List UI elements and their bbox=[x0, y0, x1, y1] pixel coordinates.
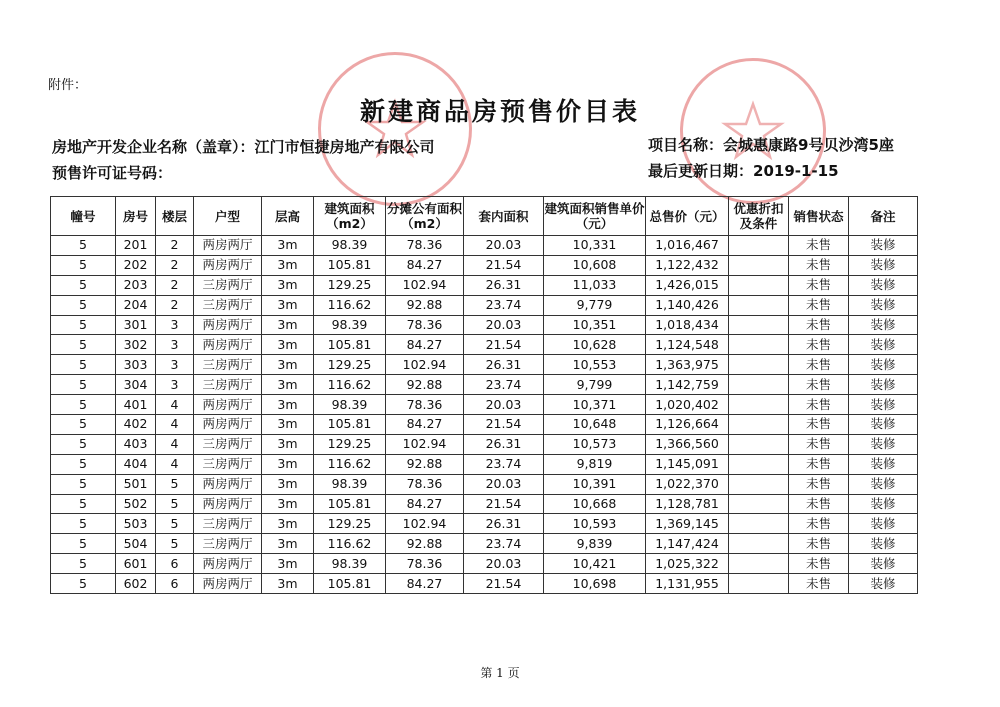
cell-floor: 5 bbox=[156, 514, 194, 534]
cell-building: 5 bbox=[51, 335, 116, 355]
cell-shared-area: 84.27 bbox=[386, 415, 464, 435]
cell-layout: 两房两厅 bbox=[194, 554, 262, 574]
cell-remark: 装修 bbox=[849, 514, 918, 534]
table-row bbox=[51, 315, 918, 335]
cell-shared-area: 102.94 bbox=[386, 275, 464, 295]
cell-status: 未售 bbox=[789, 375, 849, 395]
cell-gross-area: 116.62 bbox=[314, 534, 386, 554]
cell-total-price: 1,124,548 bbox=[646, 335, 729, 355]
cell-remark: 装修 bbox=[849, 454, 918, 474]
table-row bbox=[51, 474, 918, 494]
company-seal-stamp bbox=[318, 52, 472, 206]
cell-room: 303 bbox=[116, 355, 156, 375]
cell-discount bbox=[729, 255, 789, 275]
table-row bbox=[51, 255, 918, 275]
cell-unit-price: 10,698 bbox=[544, 574, 646, 594]
cell-status: 未售 bbox=[789, 355, 849, 375]
cell-layout: 两房两厅 bbox=[194, 395, 262, 415]
annex-label: 附件： bbox=[48, 78, 88, 93]
cell-height: 3m bbox=[262, 434, 314, 454]
header-building: 幢号 bbox=[51, 197, 116, 236]
cell-floor: 3 bbox=[156, 335, 194, 355]
cell-inner-area: 21.54 bbox=[464, 494, 544, 514]
cell-remark: 装修 bbox=[849, 434, 918, 454]
cell-remark: 装修 bbox=[849, 395, 918, 415]
cell-total-price: 1,140,426 bbox=[646, 295, 729, 315]
cell-discount bbox=[729, 275, 789, 295]
cell-discount bbox=[729, 434, 789, 454]
cell-total-price: 1,145,091 bbox=[646, 454, 729, 474]
cell-height: 3m bbox=[262, 474, 314, 494]
table-row bbox=[51, 514, 918, 534]
cell-floor: 5 bbox=[156, 494, 194, 514]
cell-floor: 2 bbox=[156, 255, 194, 275]
cell-total-price: 1,025,322 bbox=[646, 554, 729, 574]
cell-status: 未售 bbox=[789, 514, 849, 534]
table-row bbox=[51, 554, 918, 574]
cell-height: 3m bbox=[262, 574, 314, 594]
cell-room: 602 bbox=[116, 574, 156, 594]
cell-unit-price: 10,391 bbox=[544, 474, 646, 494]
cell-layout: 两房两厅 bbox=[194, 236, 262, 256]
cell-layout: 三房两厅 bbox=[194, 375, 262, 395]
cell-status: 未售 bbox=[789, 236, 849, 256]
cell-room: 204 bbox=[116, 295, 156, 315]
cell-discount bbox=[729, 375, 789, 395]
cell-status: 未售 bbox=[789, 534, 849, 554]
cell-room: 402 bbox=[116, 415, 156, 435]
cell-status: 未售 bbox=[789, 315, 849, 335]
cell-layout: 三房两厅 bbox=[194, 434, 262, 454]
cell-layout: 两房两厅 bbox=[194, 335, 262, 355]
cell-unit-price: 10,331 bbox=[544, 236, 646, 256]
cell-inner-area: 23.74 bbox=[464, 375, 544, 395]
cell-floor: 3 bbox=[156, 375, 194, 395]
cell-building: 5 bbox=[51, 554, 116, 574]
cell-discount bbox=[729, 494, 789, 514]
cell-height: 3m bbox=[262, 295, 314, 315]
cell-shared-area: 84.27 bbox=[386, 494, 464, 514]
cell-height: 3m bbox=[262, 494, 314, 514]
cell-unit-price: 10,648 bbox=[544, 415, 646, 435]
cell-unit-price: 9,779 bbox=[544, 295, 646, 315]
cell-discount bbox=[729, 415, 789, 435]
cell-inner-area: 20.03 bbox=[464, 395, 544, 415]
cell-shared-area: 92.88 bbox=[386, 534, 464, 554]
cell-discount bbox=[729, 335, 789, 355]
cell-shared-area: 78.36 bbox=[386, 395, 464, 415]
cell-building: 5 bbox=[51, 454, 116, 474]
header-layout: 户型 bbox=[194, 197, 262, 236]
cell-room: 403 bbox=[116, 434, 156, 454]
cell-shared-area: 84.27 bbox=[386, 255, 464, 275]
cell-unit-price: 10,573 bbox=[544, 434, 646, 454]
cell-unit-price: 10,593 bbox=[544, 514, 646, 534]
cell-building: 5 bbox=[51, 415, 116, 435]
cell-shared-area: 102.94 bbox=[386, 514, 464, 534]
cell-height: 3m bbox=[262, 375, 314, 395]
cell-shared-area: 78.36 bbox=[386, 554, 464, 574]
cell-total-price: 1,366,560 bbox=[646, 434, 729, 454]
cell-shared-area: 92.88 bbox=[386, 454, 464, 474]
table-row bbox=[51, 275, 918, 295]
cell-shared-area: 102.94 bbox=[386, 434, 464, 454]
cell-discount bbox=[729, 534, 789, 554]
cell-gross-area: 98.39 bbox=[314, 474, 386, 494]
cell-total-price: 1,022,370 bbox=[646, 474, 729, 494]
cell-unit-price: 10,608 bbox=[544, 255, 646, 275]
updated-value: 2019-1-15 bbox=[753, 162, 839, 180]
cell-floor: 4 bbox=[156, 415, 194, 435]
cell-building: 5 bbox=[51, 275, 116, 295]
table-row bbox=[51, 494, 918, 514]
cell-building: 5 bbox=[51, 236, 116, 256]
cell-building: 5 bbox=[51, 255, 116, 275]
cell-total-price: 1,363,975 bbox=[646, 355, 729, 375]
header-room: 房号 bbox=[116, 197, 156, 236]
cell-status: 未售 bbox=[789, 275, 849, 295]
cell-remark: 装修 bbox=[849, 255, 918, 275]
cell-shared-area: 84.27 bbox=[386, 335, 464, 355]
cell-floor: 3 bbox=[156, 355, 194, 375]
cell-height: 3m bbox=[262, 355, 314, 375]
cell-discount bbox=[729, 236, 789, 256]
cell-building: 5 bbox=[51, 574, 116, 594]
updated-label: 最后更新日期： bbox=[648, 162, 754, 180]
cell-height: 3m bbox=[262, 255, 314, 275]
cell-inner-area: 21.54 bbox=[464, 255, 544, 275]
cell-status: 未售 bbox=[789, 454, 849, 474]
project-value: 会城惠康路9号贝沙湾5座 bbox=[723, 136, 894, 154]
cell-layout: 三房两厅 bbox=[194, 534, 262, 554]
cell-inner-area: 23.74 bbox=[464, 534, 544, 554]
cell-layout: 两房两厅 bbox=[194, 474, 262, 494]
table-row bbox=[51, 335, 918, 355]
page-number: 第 1 页 bbox=[480, 666, 520, 680]
cell-inner-area: 20.03 bbox=[464, 474, 544, 494]
cell-layout: 两房两厅 bbox=[194, 255, 262, 275]
cell-room: 301 bbox=[116, 315, 156, 335]
developer-line bbox=[52, 136, 435, 157]
cell-layout: 两房两厅 bbox=[194, 574, 262, 594]
table-row bbox=[51, 434, 918, 454]
cell-unit-price: 9,839 bbox=[544, 534, 646, 554]
project-line bbox=[648, 134, 894, 155]
cell-building: 5 bbox=[51, 355, 116, 375]
table-row bbox=[51, 395, 918, 415]
cell-total-price: 1,016,467 bbox=[646, 236, 729, 256]
cell-discount bbox=[729, 454, 789, 474]
cell-room: 203 bbox=[116, 275, 156, 295]
cell-discount bbox=[729, 554, 789, 574]
cell-layout: 三房两厅 bbox=[194, 295, 262, 315]
cell-building: 5 bbox=[51, 375, 116, 395]
cell-remark: 装修 bbox=[849, 474, 918, 494]
cell-room: 201 bbox=[116, 236, 156, 256]
header-discount: 优惠折扣及条件 bbox=[729, 197, 789, 236]
developer-label: 房地产开发企业名称（盖章）： bbox=[52, 138, 255, 156]
table-row bbox=[51, 574, 918, 594]
cell-building: 5 bbox=[51, 534, 116, 554]
cell-status: 未售 bbox=[789, 474, 849, 494]
cell-gross-area: 98.39 bbox=[314, 395, 386, 415]
cell-gross-area: 105.81 bbox=[314, 494, 386, 514]
permit-line bbox=[52, 162, 172, 183]
cell-total-price: 1,122,432 bbox=[646, 255, 729, 275]
cell-remark: 装修 bbox=[849, 355, 918, 375]
cell-inner-area: 20.03 bbox=[464, 315, 544, 335]
cell-room: 302 bbox=[116, 335, 156, 355]
cell-unit-price: 10,668 bbox=[544, 494, 646, 514]
cell-remark: 装修 bbox=[849, 375, 918, 395]
cell-inner-area: 26.31 bbox=[464, 355, 544, 375]
table-row bbox=[51, 415, 918, 435]
cell-discount bbox=[729, 315, 789, 335]
cell-remark: 装修 bbox=[849, 275, 918, 295]
cell-gross-area: 105.81 bbox=[314, 415, 386, 435]
cell-layout: 两房两厅 bbox=[194, 494, 262, 514]
cell-gross-area: 116.62 bbox=[314, 375, 386, 395]
cell-total-price: 1,020,402 bbox=[646, 395, 729, 415]
cell-status: 未售 bbox=[789, 395, 849, 415]
cell-room: 502 bbox=[116, 494, 156, 514]
header-inner-area: 套内面积 bbox=[464, 197, 544, 236]
cell-gross-area: 105.81 bbox=[314, 335, 386, 355]
cell-remark: 装修 bbox=[849, 574, 918, 594]
cell-remark: 装修 bbox=[849, 534, 918, 554]
cell-gross-area: 129.25 bbox=[314, 514, 386, 534]
table-row bbox=[51, 375, 918, 395]
cell-inner-area: 21.54 bbox=[464, 574, 544, 594]
cell-unit-price: 10,371 bbox=[544, 395, 646, 415]
cell-status: 未售 bbox=[789, 574, 849, 594]
cell-height: 3m bbox=[262, 454, 314, 474]
cell-inner-area: 23.74 bbox=[464, 295, 544, 315]
cell-unit-price: 9,799 bbox=[544, 375, 646, 395]
cell-discount bbox=[729, 474, 789, 494]
cell-gross-area: 129.25 bbox=[314, 355, 386, 375]
cell-gross-area: 105.81 bbox=[314, 574, 386, 594]
cell-discount bbox=[729, 355, 789, 375]
cell-height: 3m bbox=[262, 236, 314, 256]
developer-value: 江门市恒捷房地产有限公司 bbox=[254, 138, 435, 156]
cell-building: 5 bbox=[51, 514, 116, 534]
cell-floor: 4 bbox=[156, 434, 194, 454]
cell-floor: 2 bbox=[156, 295, 194, 315]
cell-building: 5 bbox=[51, 494, 116, 514]
cell-status: 未售 bbox=[789, 255, 849, 275]
cell-status: 未售 bbox=[789, 554, 849, 574]
cell-total-price: 1,018,434 bbox=[646, 315, 729, 335]
cell-room: 501 bbox=[116, 474, 156, 494]
cell-total-price: 1,131,955 bbox=[646, 574, 729, 594]
cell-shared-area: 84.27 bbox=[386, 574, 464, 594]
cell-building: 5 bbox=[51, 295, 116, 315]
cell-height: 3m bbox=[262, 514, 314, 534]
cell-remark: 装修 bbox=[849, 554, 918, 574]
cell-shared-area: 78.36 bbox=[386, 236, 464, 256]
table-row bbox=[51, 236, 918, 256]
cell-total-price: 1,147,424 bbox=[646, 534, 729, 554]
cell-room: 601 bbox=[116, 554, 156, 574]
header-gross-area: 建筑面积（m2） bbox=[314, 197, 386, 236]
table-row bbox=[51, 355, 918, 375]
cell-unit-price: 10,553 bbox=[544, 355, 646, 375]
cell-total-price: 1,426,015 bbox=[646, 275, 729, 295]
updated-line bbox=[648, 160, 839, 181]
cell-room: 504 bbox=[116, 534, 156, 554]
cell-building: 5 bbox=[51, 434, 116, 454]
cell-gross-area: 116.62 bbox=[314, 454, 386, 474]
cell-remark: 装修 bbox=[849, 315, 918, 335]
cell-layout: 两房两厅 bbox=[194, 315, 262, 335]
cell-discount bbox=[729, 295, 789, 315]
cell-height: 3m bbox=[262, 534, 314, 554]
cell-floor: 2 bbox=[156, 275, 194, 295]
cell-discount bbox=[729, 514, 789, 534]
cell-floor: 3 bbox=[156, 315, 194, 335]
table-body bbox=[51, 236, 918, 594]
cell-status: 未售 bbox=[789, 434, 849, 454]
cell-discount bbox=[729, 395, 789, 415]
cell-inner-area: 20.03 bbox=[464, 236, 544, 256]
cell-room: 503 bbox=[116, 514, 156, 534]
cell-unit-price: 11,033 bbox=[544, 275, 646, 295]
cell-remark: 装修 bbox=[849, 295, 918, 315]
cell-building: 5 bbox=[51, 315, 116, 335]
cell-gross-area: 98.39 bbox=[314, 554, 386, 574]
cell-gross-area: 105.81 bbox=[314, 255, 386, 275]
cell-total-price: 1,126,664 bbox=[646, 415, 729, 435]
cell-remark: 装修 bbox=[849, 236, 918, 256]
table-row bbox=[51, 534, 918, 554]
cell-layout: 三房两厅 bbox=[194, 454, 262, 474]
cell-status: 未售 bbox=[789, 415, 849, 435]
cell-unit-price: 10,351 bbox=[544, 315, 646, 335]
cell-inner-area: 23.74 bbox=[464, 454, 544, 474]
cell-gross-area: 116.62 bbox=[314, 295, 386, 315]
cell-building: 5 bbox=[51, 474, 116, 494]
cell-remark: 装修 bbox=[849, 335, 918, 355]
table-row bbox=[51, 454, 918, 474]
header-height: 层高 bbox=[262, 197, 314, 236]
cell-inner-area: 21.54 bbox=[464, 335, 544, 355]
cell-remark: 装修 bbox=[849, 415, 918, 435]
cell-layout: 三房两厅 bbox=[194, 275, 262, 295]
cell-building: 5 bbox=[51, 395, 116, 415]
cell-height: 3m bbox=[262, 275, 314, 295]
cell-height: 3m bbox=[262, 415, 314, 435]
cell-height: 3m bbox=[262, 335, 314, 355]
cell-status: 未售 bbox=[789, 295, 849, 315]
cell-floor: 6 bbox=[156, 554, 194, 574]
cell-shared-area: 92.88 bbox=[386, 375, 464, 395]
document-title: 新建商品房预售价目表 bbox=[359, 97, 640, 126]
cell-gross-area: 129.25 bbox=[314, 434, 386, 454]
table-header-row bbox=[51, 197, 918, 236]
cell-layout: 两房两厅 bbox=[194, 415, 262, 435]
cell-gross-area: 98.39 bbox=[314, 315, 386, 335]
cell-floor: 2 bbox=[156, 236, 194, 256]
table-row bbox=[51, 295, 918, 315]
cell-shared-area: 78.36 bbox=[386, 474, 464, 494]
cell-floor: 5 bbox=[156, 474, 194, 494]
permit-label: 预售许可证号码： bbox=[52, 164, 173, 182]
header-total-price: 总售价（元） bbox=[646, 197, 729, 236]
cell-height: 3m bbox=[262, 554, 314, 574]
cell-total-price: 1,142,759 bbox=[646, 375, 729, 395]
cell-gross-area: 98.39 bbox=[314, 236, 386, 256]
cell-room: 404 bbox=[116, 454, 156, 474]
cell-floor: 5 bbox=[156, 534, 194, 554]
cell-layout: 三房两厅 bbox=[194, 514, 262, 534]
cell-height: 3m bbox=[262, 395, 314, 415]
cell-status: 未售 bbox=[789, 494, 849, 514]
cell-status: 未售 bbox=[789, 335, 849, 355]
cell-room: 202 bbox=[116, 255, 156, 275]
cell-unit-price: 10,628 bbox=[544, 335, 646, 355]
cell-shared-area: 92.88 bbox=[386, 295, 464, 315]
cell-inner-area: 20.03 bbox=[464, 554, 544, 574]
price-table bbox=[50, 196, 918, 594]
cell-inner-area: 26.31 bbox=[464, 275, 544, 295]
cell-discount bbox=[729, 574, 789, 594]
cell-total-price: 1,128,781 bbox=[646, 494, 729, 514]
cell-layout: 三房两厅 bbox=[194, 355, 262, 375]
project-label: 项目名称： bbox=[648, 136, 724, 154]
cell-inner-area: 21.54 bbox=[464, 415, 544, 435]
header-unit-price: 建筑面积销售单价（元） bbox=[544, 197, 646, 236]
cell-floor: 4 bbox=[156, 395, 194, 415]
cell-inner-area: 26.31 bbox=[464, 434, 544, 454]
header-remark: 备注 bbox=[849, 197, 918, 236]
cell-room: 401 bbox=[116, 395, 156, 415]
cell-floor: 4 bbox=[156, 454, 194, 474]
cell-gross-area: 129.25 bbox=[314, 275, 386, 295]
bureau-seal-stamp bbox=[680, 58, 826, 204]
cell-room: 304 bbox=[116, 375, 156, 395]
cell-total-price: 1,369,145 bbox=[646, 514, 729, 534]
cell-remark: 装修 bbox=[849, 494, 918, 514]
header-floor: 楼层 bbox=[156, 197, 194, 236]
cell-unit-price: 9,819 bbox=[544, 454, 646, 474]
cell-floor: 6 bbox=[156, 574, 194, 594]
cell-shared-area: 78.36 bbox=[386, 315, 464, 335]
header-shared-area: 分摊公有面积（m2） bbox=[386, 197, 464, 236]
cell-unit-price: 10,421 bbox=[544, 554, 646, 574]
cell-inner-area: 26.31 bbox=[464, 514, 544, 534]
cell-shared-area: 102.94 bbox=[386, 355, 464, 375]
cell-height: 3m bbox=[262, 315, 314, 335]
header-status: 销售状态 bbox=[789, 197, 849, 236]
